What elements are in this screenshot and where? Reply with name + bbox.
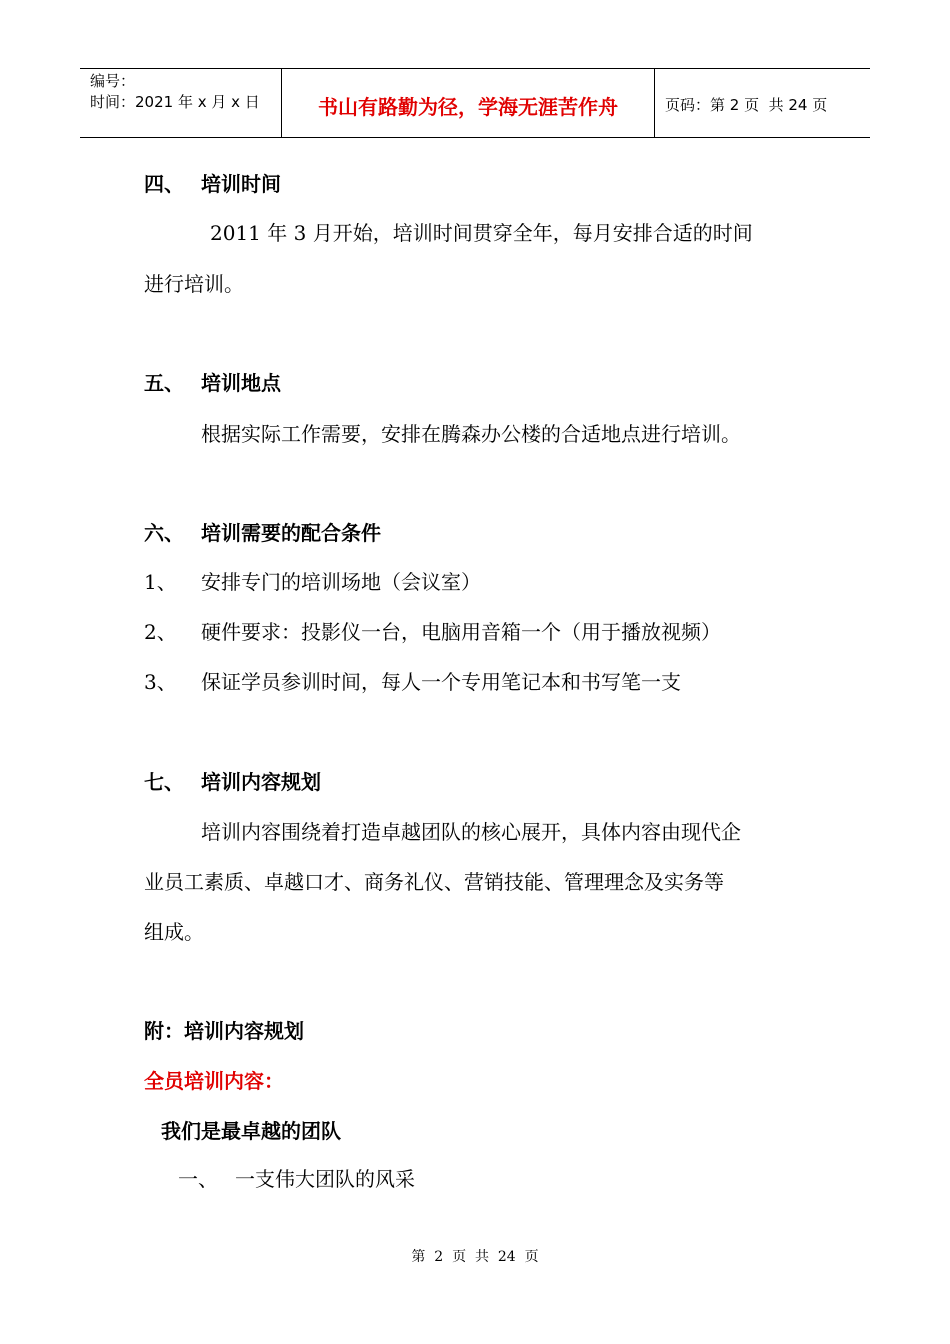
section-5-paragraph: 根据实际工作需要，安排在腾森办公楼的合适地点进行培训。 [201,422,741,446]
list-item-number: 3、 [144,670,177,694]
list-item-number: 1、 [144,570,177,594]
list-item [144,570,481,594]
appendix-item-1-text: 一支伟大团队的风采 [235,1167,415,1191]
number-label: 编号： [90,72,136,90]
section-7-heading [144,770,321,794]
header-motto: 书山有路勤为径，学海无涯苦作舟 [282,69,655,137]
section-6-title: 培训需要的配合条件 [201,521,381,545]
section-7-paragraph-line-2: 业员工素质、卓越口才、商务礼仪、营销技能、管理理念及实务等 [144,870,724,894]
list-item [144,620,721,644]
appendix-item-1-number: 一、 [178,1167,218,1191]
list-item [144,670,681,694]
team-title: 我们是最卓越的团队 [161,1119,341,1143]
page-header [80,68,870,138]
appendix-title: 附：培训内容规划 [144,1019,304,1043]
section-4-title: 培训时间 [201,172,281,196]
section-4-number: 四、 [144,172,184,196]
section-5-heading [144,371,281,395]
list-item-number: 2、 [144,620,177,644]
list-item-text: 安排专门的培训场地（会议室） [201,570,481,594]
all-staff-training-label: 全员培训内容： [144,1069,284,1093]
section-4-heading [144,172,281,196]
page-footer: 第 2 页 共 24 页 [411,1249,539,1265]
section-5-title: 培训地点 [201,371,281,395]
section-6-number: 六、 [144,521,184,545]
section-7-paragraph-line-3: 组成。 [144,920,204,944]
header-page-info: 页码：第 2 页 共 24 页 [665,95,828,114]
section-7-title: 培训内容规划 [201,770,321,794]
date-line: 时间：2021 年 x 月 x 日 [90,93,260,111]
section-7-paragraph-line-1: 培训内容围绕着打造卓越团队的核心展开，具体内容由现代企 [201,820,741,844]
list-item-text: 硬件要求：投影仪一台，电脑用音箱一个（用于播放视频） [201,620,721,644]
list-item-text: 保证学员参训时间，每人一个专用笔记本和书写笔一支 [201,670,681,694]
section-4-paragraph-line-2: 进行培训。 [144,272,244,296]
section-4-paragraph-line-1: 2011 年 3 月开始，培训时间贯穿全年，每月安排合适的时间 [210,221,753,245]
section-6-heading [144,521,381,545]
header-info-cell [80,69,282,137]
section-5-number: 五、 [144,371,184,395]
section-7-number: 七、 [144,770,184,794]
appendix-item-1 [178,1167,415,1191]
